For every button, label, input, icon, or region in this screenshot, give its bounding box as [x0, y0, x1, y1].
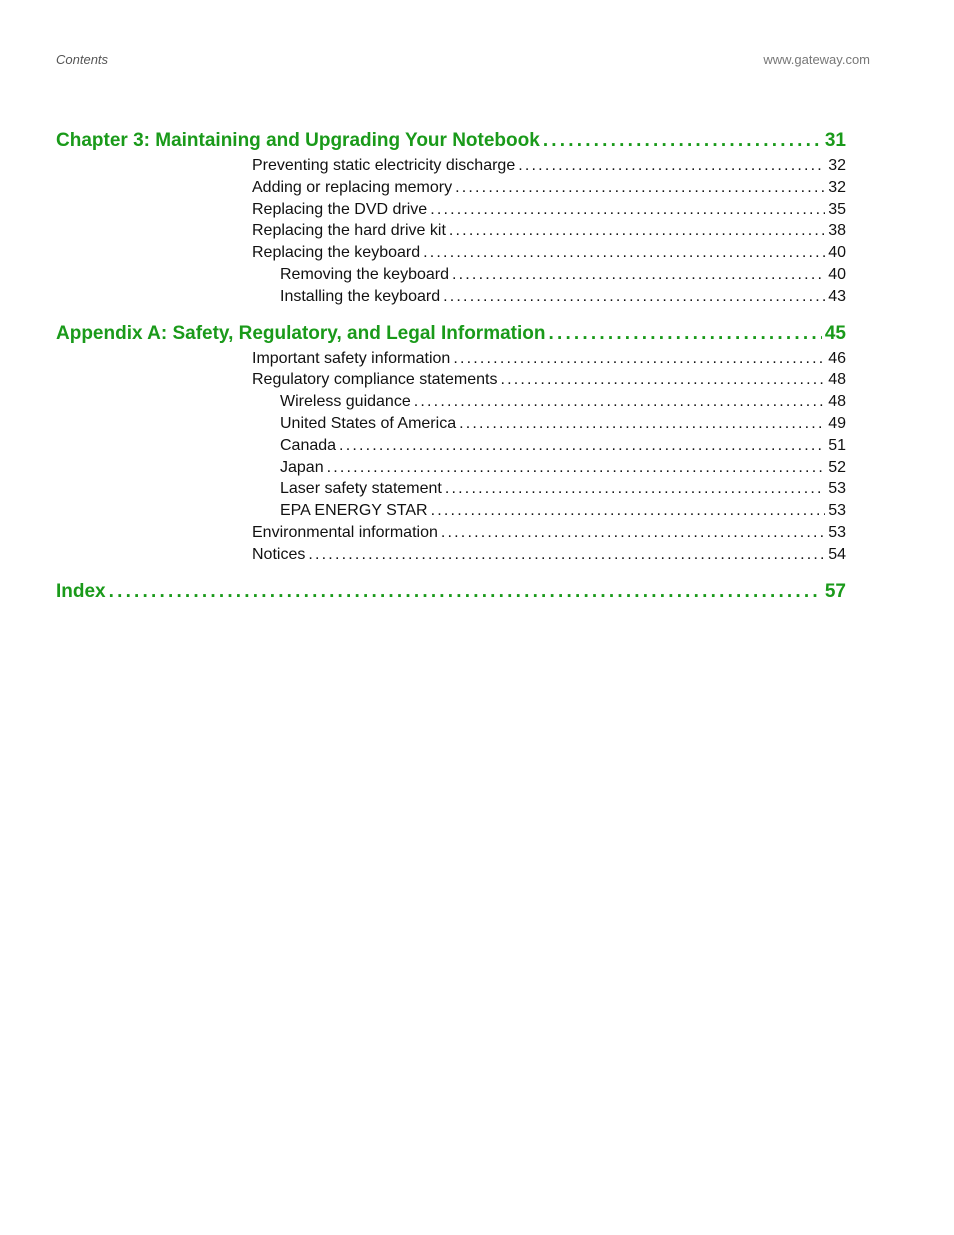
dot-leader: [430, 199, 825, 221]
dot-leader: [443, 286, 825, 308]
toc-page-number: 48: [828, 393, 846, 411]
toc-page-number: 52: [828, 458, 846, 476]
dot-leader: [453, 348, 825, 370]
toc-entry[interactable]: [56, 544, 846, 566]
table-of-contents: [56, 127, 846, 618]
dot-leader: [500, 369, 825, 391]
toc-page-number: 45: [824, 322, 846, 344]
toc-entry-title: Environmental information: [252, 523, 438, 541]
toc-page-number: 40: [828, 244, 846, 262]
toc-page-number: 43: [828, 287, 846, 305]
dot-leader: [327, 457, 826, 479]
toc-chapter-link[interactable]: [56, 127, 846, 155]
toc-entry-title: Replacing the keyboard: [252, 244, 421, 262]
toc-subentry[interactable]: [56, 435, 846, 457]
dot-leader: [441, 522, 825, 544]
toc-entry-title: Replacing the hard drive kit: [252, 222, 446, 240]
toc-page-number: 38: [828, 222, 846, 240]
toc-entry[interactable]: [56, 242, 846, 264]
toc-page-number: 32: [828, 157, 846, 174]
toc-entry[interactable]: [56, 522, 846, 544]
toc-section-index: [56, 578, 846, 606]
toc-entry-title: Important safety information: [252, 349, 451, 367]
toc-page-number: 51: [828, 436, 846, 454]
toc-entry-title: Regulatory compliance statements: [252, 371, 498, 389]
toc-page-number: 53: [828, 523, 846, 541]
toc-entry-title: United States of America: [280, 414, 457, 432]
toc-page-number: 53: [828, 502, 846, 520]
toc-chapter-title: Index: [56, 580, 106, 602]
toc-page-number: 32: [828, 178, 846, 196]
dot-leader: [518, 155, 825, 177]
toc-subentry[interactable]: [56, 500, 846, 522]
toc-entry-title: Notices: [252, 545, 306, 563]
dot-leader: [431, 500, 826, 522]
toc-page-number: 53: [828, 480, 846, 498]
toc-page-number: 46: [828, 349, 846, 367]
toc-entry-title: Installing the keyboard: [280, 287, 441, 305]
dot-leader: [548, 320, 821, 348]
toc-subentry[interactable]: [56, 478, 846, 500]
toc-page-number: 35: [828, 200, 846, 218]
toc-entry-title: Removing the keyboard: [280, 265, 449, 283]
toc-chapter-link[interactable]: [56, 578, 846, 606]
toc-page-number: 57: [824, 580, 846, 602]
toc-entry-title: Replacing the DVD drive: [252, 200, 428, 218]
toc-page-number: 54: [828, 545, 846, 563]
dot-leader: [449, 220, 825, 242]
toc-entry-title: Wireless guidance: [280, 393, 411, 411]
running-header-section: Contents: [56, 52, 109, 67]
toc-entry[interactable]: [56, 177, 846, 199]
toc-page-number: 31: [824, 130, 846, 151]
toc-entry-title: Laser safety statement: [280, 480, 442, 498]
dot-leader: [445, 478, 825, 500]
toc-section-chapter-3: [56, 127, 846, 308]
toc-section-appendix-a: [56, 320, 846, 566]
toc-subentry[interactable]: [56, 264, 846, 286]
dot-leader: [109, 578, 822, 606]
toc-subentry[interactable]: [56, 286, 846, 308]
toc-entry-title: Canada: [280, 436, 337, 454]
dot-leader: [423, 242, 825, 264]
toc-entry[interactable]: [56, 155, 846, 177]
toc-chapter-title: Chapter 3: Maintaining and Upgrading Your Notebook: [56, 130, 540, 151]
toc-entry[interactable]: [56, 199, 846, 221]
toc-entry[interactable]: [56, 369, 846, 391]
toc-entry[interactable]: [56, 220, 846, 242]
toc-subentry[interactable]: [56, 413, 846, 435]
toc-page-number: 49: [828, 414, 846, 432]
toc-entry-title: Adding or replacing memory: [252, 178, 453, 196]
toc-entry[interactable]: [56, 348, 846, 370]
dot-leader: [543, 127, 822, 155]
toc-chapter-title: Appendix A: Safety, Regulatory, and Legal Information: [56, 322, 546, 344]
toc-entry-title: Japan: [280, 458, 324, 476]
dot-leader: [414, 391, 825, 413]
toc-subentry[interactable]: [56, 391, 846, 413]
toc-chapter-link[interactable]: [56, 320, 846, 348]
dot-leader: [455, 177, 825, 199]
dot-leader: [339, 435, 825, 457]
toc-page-number: 40: [828, 265, 846, 283]
toc-entry-title: Preventing static electricity discharge: [252, 157, 516, 174]
dot-leader: [459, 413, 825, 435]
dot-leader: [452, 264, 825, 286]
toc-entry-title: EPA ENERGY STAR: [280, 502, 428, 520]
dot-leader: [308, 544, 825, 566]
toc-page-number: 48: [828, 371, 846, 389]
running-header-url: www.gateway.com: [763, 52, 870, 67]
toc-subentry[interactable]: [56, 457, 846, 479]
